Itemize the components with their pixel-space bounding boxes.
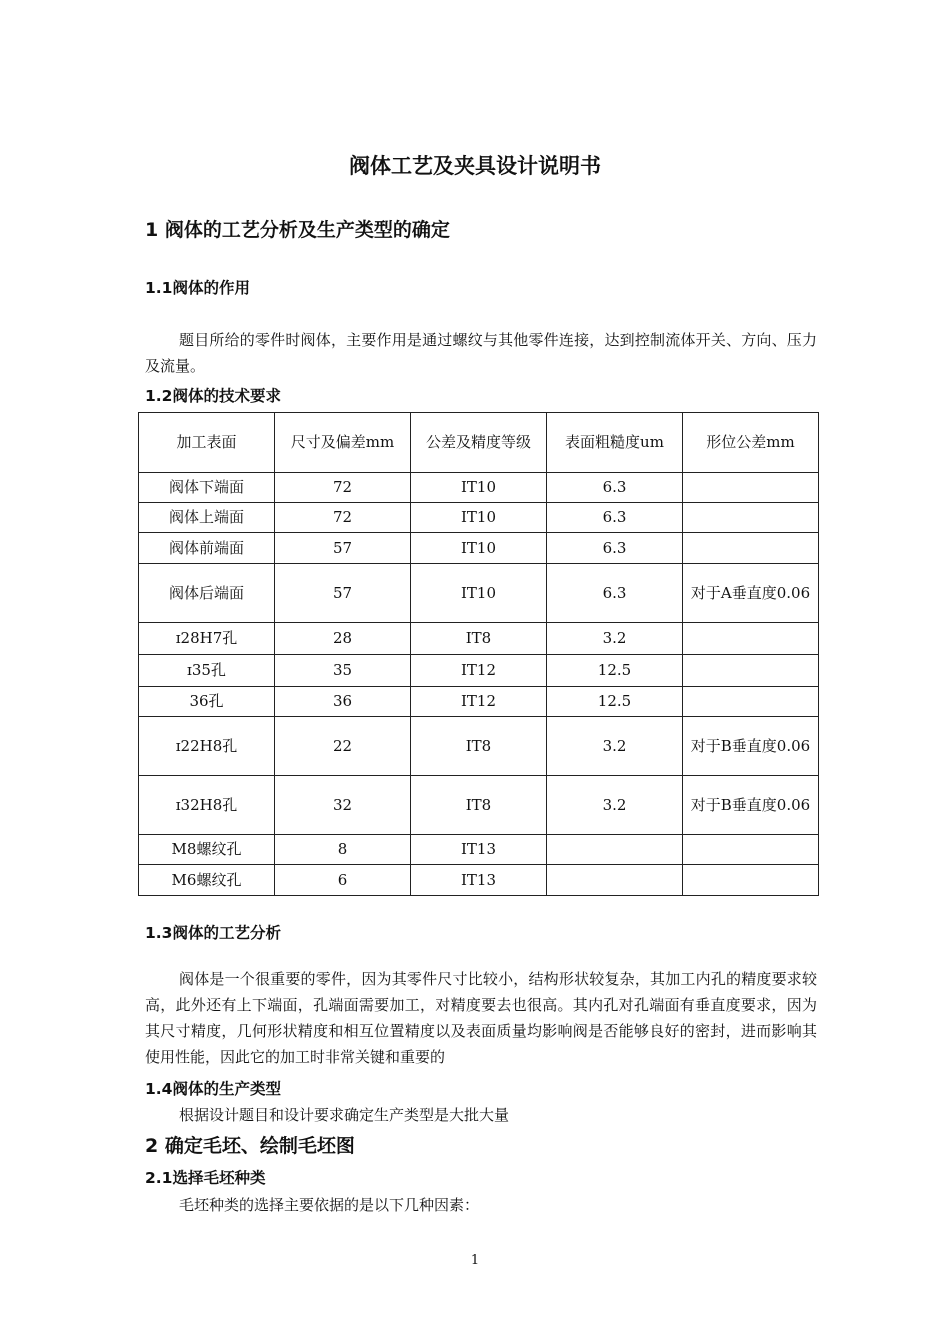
table-cell: IT10 [411, 533, 547, 564]
table-cell: 57 [275, 533, 411, 564]
table-cell: M8螺纹孔 [139, 835, 275, 865]
table-row [139, 503, 819, 533]
table-cell: 3.2 [547, 717, 683, 776]
table-cell: 72 [275, 503, 411, 533]
table-cell: 22 [275, 717, 411, 776]
table-cell: 6.3 [547, 473, 683, 503]
section-1-3-heading: 1.3阀体的工艺分析 [145, 924, 281, 942]
table-cell: 阀体前端面 [139, 533, 275, 564]
table-row [139, 655, 819, 687]
section-1-3-text: 阀体是一个很重要的零件，因为其零件尺寸比较小，结构形状较复杂，其加工内孔的精度要求较高，此外还有上下端面，孔端面需要加工，对精度要去也很高。其内孔对孔端面有垂直度要求，因为其尺寸精度，几何形状精度和相互位置精度以及表面质量均影响阀是否能够良好的密封，进而影响其使用性能，因此它的加工时非常关键和重要的 [145, 970, 817, 1066]
section-2-heading: 2 确定毛坯、绘制毛坯图 [145, 1135, 355, 1157]
table-cell: 35 [275, 655, 411, 687]
table-row [139, 865, 819, 896]
table-cell: IT8 [411, 623, 547, 655]
table-cell: M6螺纹孔 [139, 865, 275, 896]
table-cell [683, 473, 819, 503]
table-cell: 6 [275, 865, 411, 896]
section-1-2-heading: 1.2阀体的技术要求 [145, 387, 281, 405]
table-cell: ɪ32H8孔 [139, 776, 275, 835]
table-cell: IT13 [411, 865, 547, 896]
page-number: 1 [470, 1253, 480, 1268]
section-1-4-heading: 1.4阀体的生产类型 [145, 1080, 281, 1098]
table-cell [683, 655, 819, 687]
document-title: 阀体工艺及夹具设计说明书 [349, 154, 601, 178]
table-cell: 8 [275, 835, 411, 865]
section-1-heading: 1 阀体的工艺分析及生产类型的确定 [145, 219, 450, 241]
table-cell [683, 623, 819, 655]
table-cell: IT12 [411, 655, 547, 687]
table-cell: IT8 [411, 717, 547, 776]
table-cell: ɪ35孔 [139, 655, 275, 687]
table-cell: IT10 [411, 503, 547, 533]
table-cell: 6.3 [547, 503, 683, 533]
table-cell: ɪ28H7孔 [139, 623, 275, 655]
table-row [139, 717, 819, 776]
table-cell: ɪ22H8孔 [139, 717, 275, 776]
table-row [139, 473, 819, 503]
table-cell: 对于B垂直度0.06 [683, 717, 819, 776]
section-1-1-heading: 1.1阀体的作用 [145, 279, 250, 297]
table-cell: 6.3 [547, 564, 683, 623]
section-2-1-text: 毛坯种类的选择主要依据的是以下几种因素： [179, 1196, 480, 1214]
table-row [139, 835, 819, 865]
table-cell [683, 687, 819, 717]
table-cell [683, 865, 819, 896]
table-header-row [139, 413, 819, 473]
table-cell: 12.5 [547, 687, 683, 717]
table-cell: 阀体上端面 [139, 503, 275, 533]
table-cell: 3.2 [547, 623, 683, 655]
section-1-1-text: 题目所给的零件时阀体，主要作用是通过螺纹与其他零件连接，达到控制流体开关、方向、压力及流量。 [145, 331, 817, 375]
table-header-cell: 公差及精度等级 [411, 413, 547, 473]
table-cell: 3.2 [547, 776, 683, 835]
table-row [139, 687, 819, 717]
table-header-cell: 加工表面 [139, 413, 275, 473]
table-cell [683, 835, 819, 865]
table-row [139, 776, 819, 835]
table-cell: 36孔 [139, 687, 275, 717]
table-cell: 72 [275, 473, 411, 503]
table-cell: IT10 [411, 473, 547, 503]
table-cell: 阀体下端面 [139, 473, 275, 503]
table-cell: 阀体后端面 [139, 564, 275, 623]
table-cell: IT8 [411, 776, 547, 835]
table-header-cell: 尺寸及偏差mm [275, 413, 411, 473]
table-row [139, 533, 819, 564]
table-cell: 12.5 [547, 655, 683, 687]
table-cell: 28 [275, 623, 411, 655]
table-cell: 对于B垂直度0.06 [683, 776, 819, 835]
table-row [139, 623, 819, 655]
table-cell: 对于A垂直度0.06 [683, 564, 819, 623]
table-header-cell: 形位公差mm [683, 413, 819, 473]
tech-requirements-table [138, 412, 819, 896]
table-cell [547, 835, 683, 865]
section-2-1-heading: 2.1选择毛坯种类 [145, 1169, 266, 1187]
table-cell: 32 [275, 776, 411, 835]
table-cell [547, 865, 683, 896]
table-cell: IT10 [411, 564, 547, 623]
table-cell [683, 533, 819, 564]
section-1-4-text: 根据设计题目和设计要求确定生产类型是大批大量 [179, 1106, 510, 1124]
table-cell: 6.3 [547, 533, 683, 564]
table-cell [683, 503, 819, 533]
table-cell: 36 [275, 687, 411, 717]
table-header-cell: 表面粗糙度um [547, 413, 683, 473]
table-cell: IT13 [411, 835, 547, 865]
table-row [139, 564, 819, 623]
table-cell: IT12 [411, 687, 547, 717]
table-cell: 57 [275, 564, 411, 623]
